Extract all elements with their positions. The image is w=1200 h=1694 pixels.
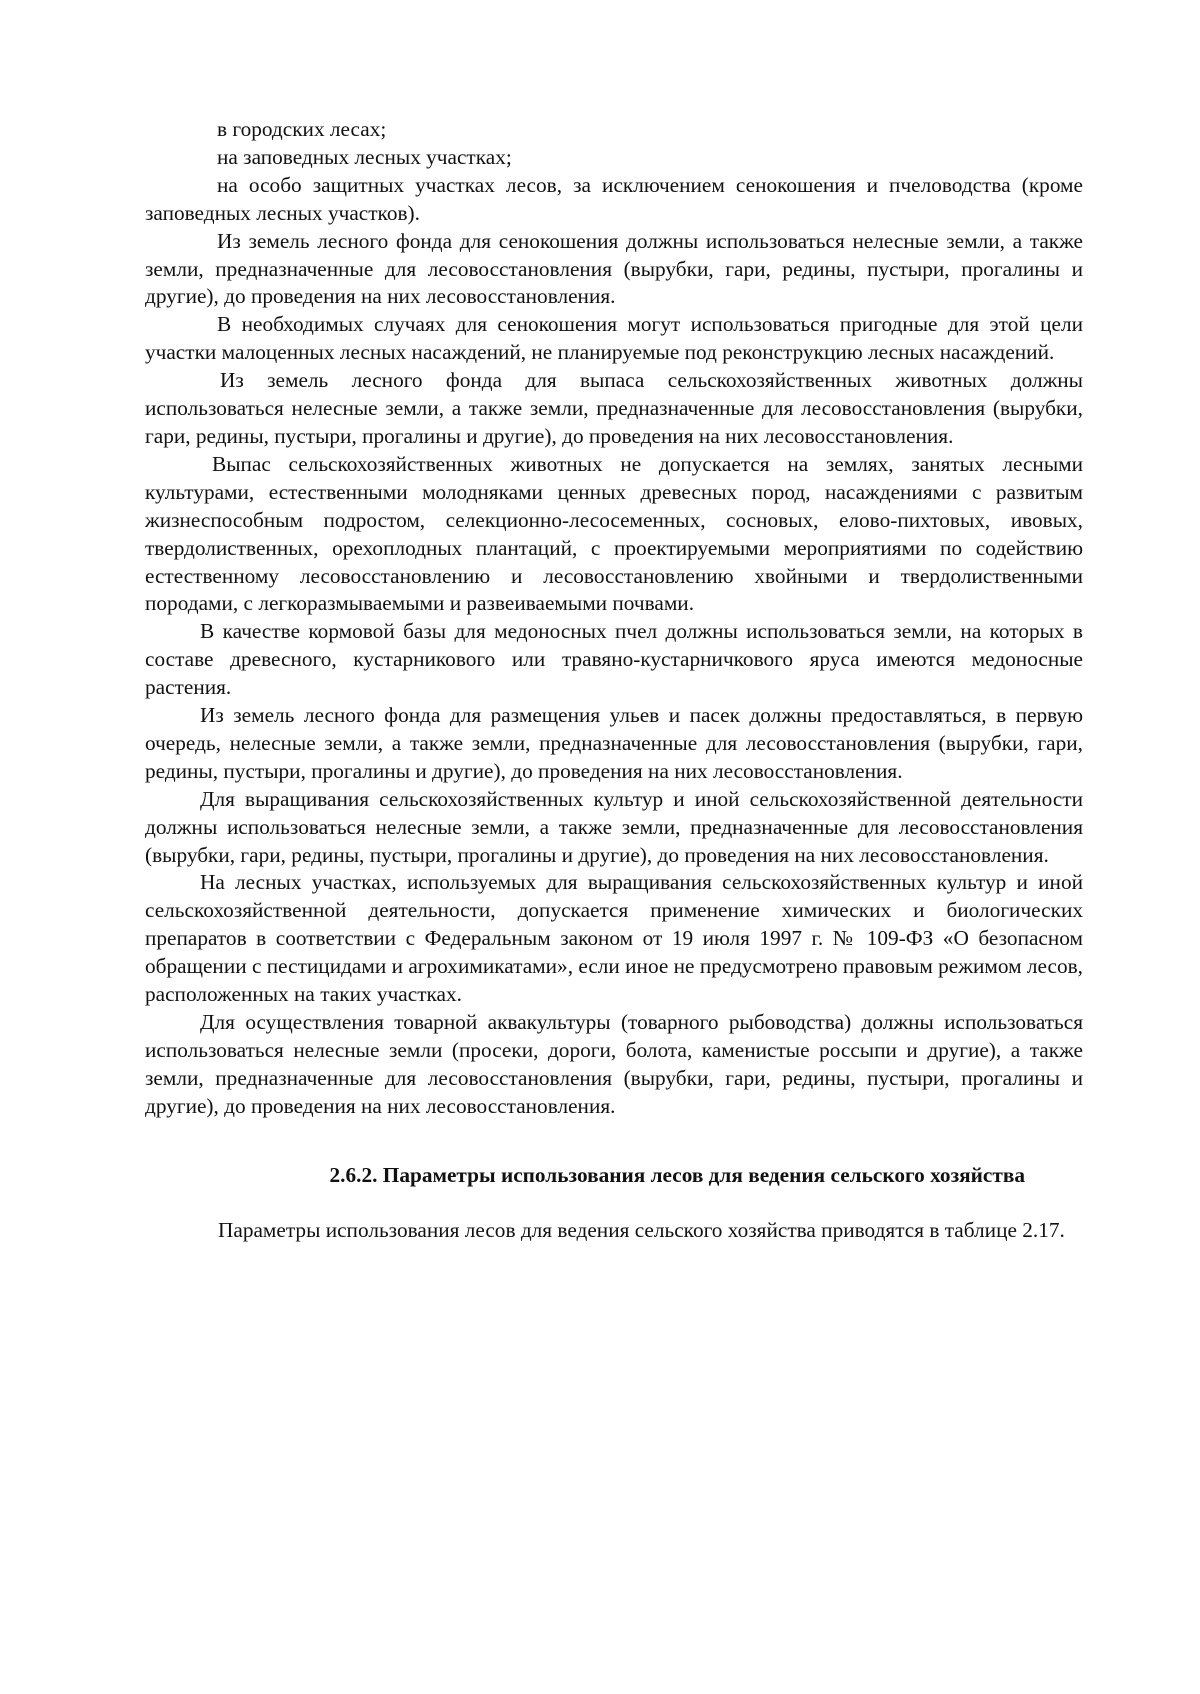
paragraph-crop-cultivation: Для выращивания сельскохозяйственных культур и иной сельскохозяйственной деятельности должны использоваться нелесные земли, а также земли, предназначенные для лесовосстановления (вырубки, гари, редины, пустыри, прогалины и другие), до проведения на них лесовосстановления.	[145, 786, 1083, 867]
section-heading: 2.6.2. Параметры использования лесов для ведения сельского хозяйства	[329, 1162, 1025, 1187]
paragraph-haymaking-low-value: В необходимых случаях для сенокошения могут использоваться пригодные для этой цели участки малоценных лесных насаждений, не планируемые под реконструкцию лесных насаждений.	[145, 312, 1083, 365]
paragraph-urban-forests: в городских лесах;	[217, 117, 387, 141]
paragraph-haymaking-lands: Из земель лесного фонда для сенокошения должны использоваться нелесные земли, а также земли, предназначенные для лесовосстановления (вырубки, гари, редины, пустыри, прогалины и другие), до проведения на них лесовосстановления.	[145, 228, 1083, 309]
paragraph-grazing-restrictions: Выпас сельскохозяйственных животных не допускается на землях, занятых лесными культурами, естественными молодняками ценных древесных пород, насаждениями с развитым жизнеспособным подростом, селекционно-лесосеменных, сосновых, елово-пихтовых, ивовых, твердолиственных, орехоплодных плантаций, с проектируемыми мероприятиями по содействию естественному лесовосстановлению и лесовосстановлению хвойными и твердолиственными породами, с легкоразмываемыми и развеиваемыми почвами.	[145, 451, 1083, 616]
paragraph-reserved-plots: на заповедных лесных участках;	[217, 144, 512, 169]
paragraph-table-reference: Параметры использования лесов для ведения сельского хозяйства приводятся в таблице 2.17.	[218, 1217, 1065, 1242]
paragraph-bee-forage: В качестве кормовой базы для медоносных пчел должны использоваться земли, на которых в составе древесного, кустарникового или травяно-кустарничкового яруса имеются медоносные растения.	[145, 619, 1083, 700]
paragraph-protective-plots: на особо защитных участках лесов, за исключением сенокошения и пчеловодства (кроме заповедных лесных участков).	[145, 172, 1083, 225]
paragraph-chemical-application: На лесных участках, используемых для выращивания сельскохозяйственных культур и иной сельскохозяйственной деятельности, допускается применение химических и биологических препаратов в соответствии с Федеральным законом от 19 июля 1997 г. № 109-ФЗ «О безопасном обращении с пестицидами и агрохимикатами», если иное не предусмотрено правовым режимом лесов, расположенных на таких участках.	[145, 870, 1083, 1007]
paragraph-aquaculture: Для осуществления товарной аквакультуры (товарного рыбоводства) должны использоваться использоваться нелесные земли (просеки, дороги, болота, каменистые россыпи и другие), а также земли, предназначенные для лесовосстановления (вырубки, гари, редины, пустыри, прогалины и другие), до проведения на них лесовосстановления.	[145, 1010, 1083, 1118]
paragraph-hives-apiaries: Из земель лесного фонда для размещения ульев и пасек должны предоставляться, в первую очередь, нелесные земли, а также земли, предназначенные для лесовосстановления (вырубки, гари, редины, пустыри, прогалины и другие), до проведения на них лесовосстановления.	[145, 703, 1083, 783]
paragraph-grazing-lands: Из земель лесного фонда для выпаса сельскохозяйственных животных должны использоваться нелесные земли, а также земли, предназначенные для лесовосстановления (вырубки, гари, редины, пустыри, прогалины и другие), до проведения на них лесовосстановления.	[145, 368, 1083, 448]
